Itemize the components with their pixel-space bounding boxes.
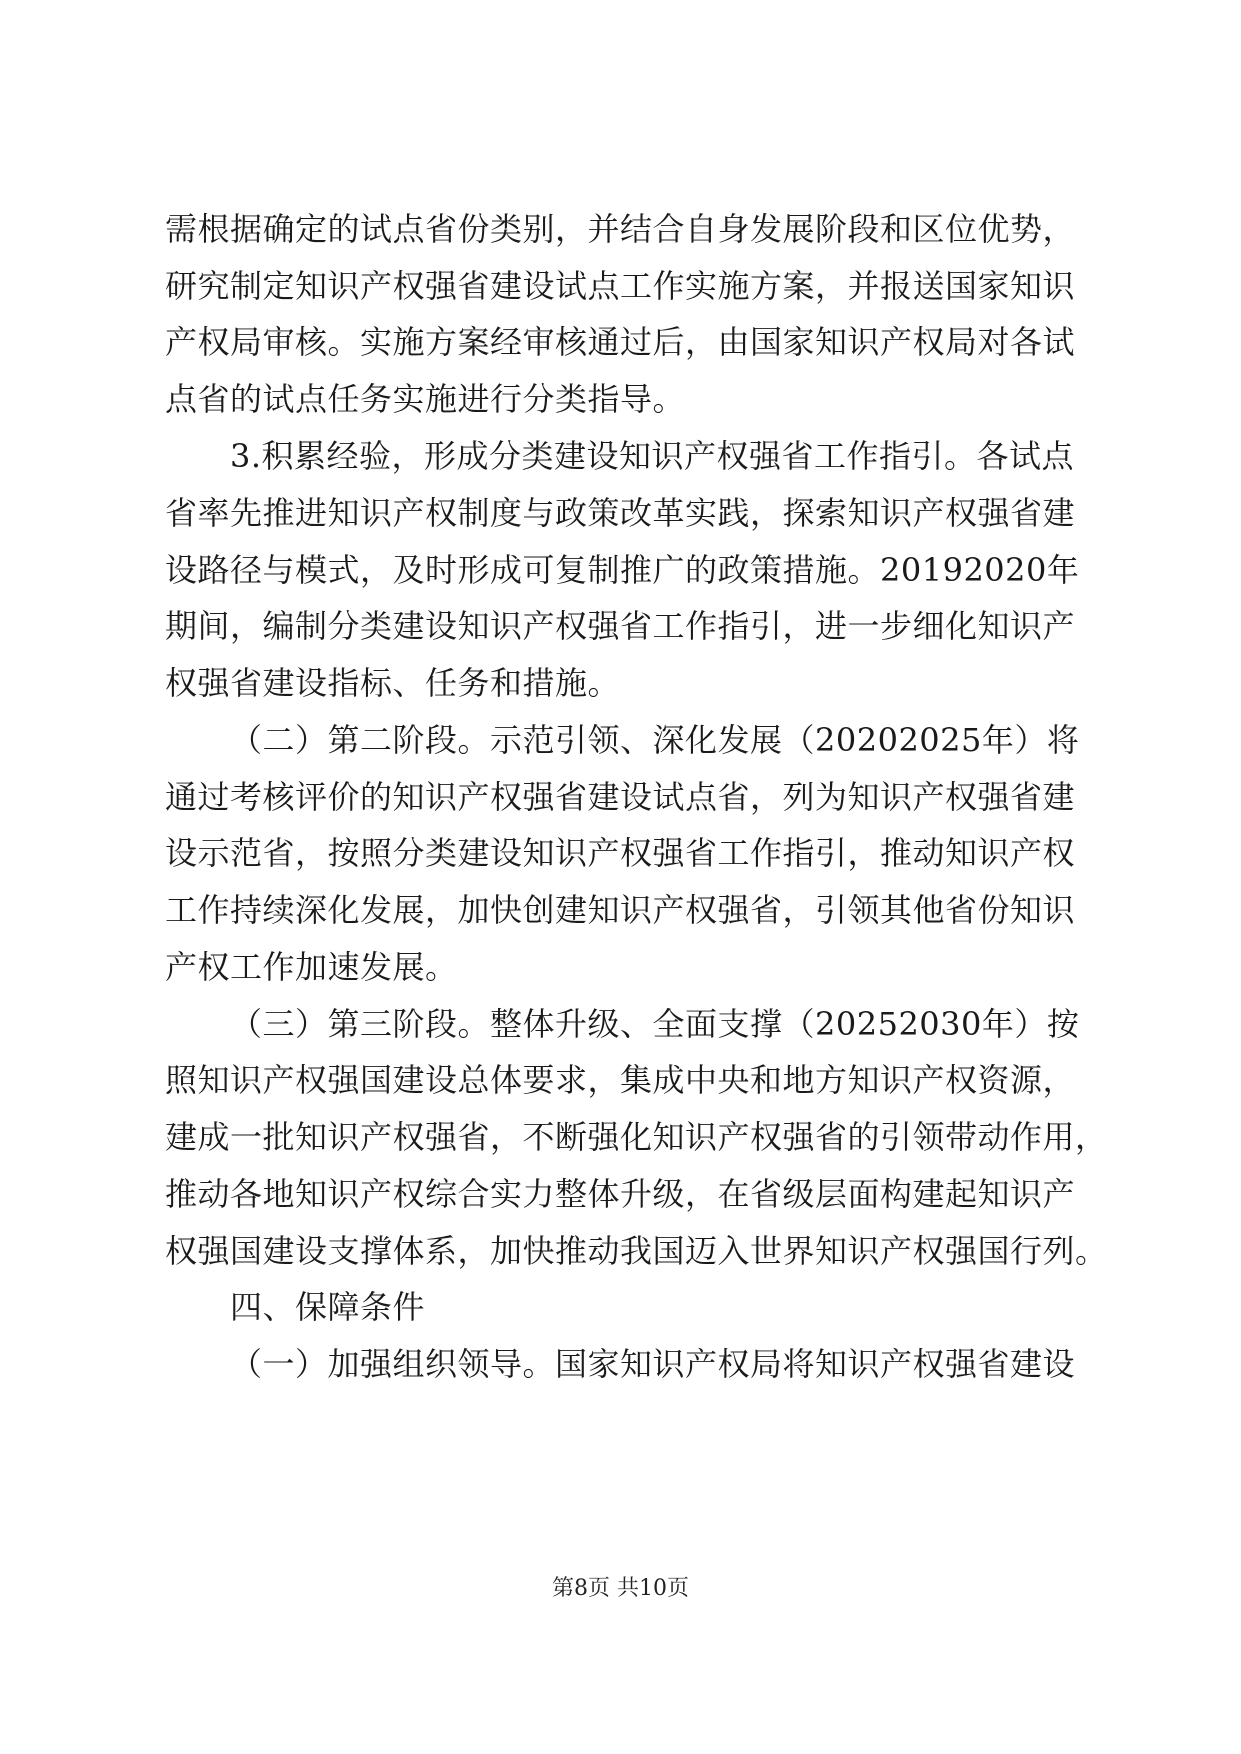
text-line: （一）加强组织领导。国家知识产权局将知识产权强省建设 xyxy=(230,1345,1076,1383)
text-line: 工作持续深化发展，加快创建知识产权强省，引领其他省份知识 xyxy=(165,891,1076,929)
text-line: 产权工作加速发展。 xyxy=(165,948,458,986)
text-line: 照知识产权强国建设总体要求，集成中央和地方知识产权资源， xyxy=(165,1061,1076,1099)
text-line: 设示范省，按照分类建设知识产权强省工作指引，推动知识产权 xyxy=(165,834,1076,872)
section-heading: 四、保障条件 xyxy=(230,1288,426,1326)
page-number-footer: 第8页 共10页 xyxy=(552,1576,689,1601)
text-line: 通过考核评价的知识产权强省建设试点省，列为知识产权强省建 xyxy=(165,778,1076,816)
text-line: 推动各地知识产权综合实力整体升级，在省级层面构建起知识产 xyxy=(165,1175,1076,1213)
text-line: 设路径与模式，及时形成可复制推广的政策措施。20192020年 xyxy=(165,551,1080,589)
text-line: 点省的试点任务实施进行分类指导。 xyxy=(165,380,686,418)
text-line: 需根据确定的试点省份类别，并结合自身发展阶段和区位优势， xyxy=(165,210,1076,248)
text-line: 3.积累经验，形成分类建设知识产权强省工作指引。各试点 xyxy=(230,437,1075,475)
text-line: 权强国建设支撑体系，加快推动我国迈入世界知识产权强国行列。 xyxy=(165,1232,1108,1270)
text-line: （二）第二阶段。示范引领、深化发展（20202025年）将 xyxy=(230,721,1080,759)
text-line: 期间，编制分类建设知识产权强省工作指引，进一步细化知识产 xyxy=(165,607,1076,645)
text-line: 研究制定知识产权强省建设试点工作实施方案，并报送国家知识 xyxy=(165,267,1076,305)
text-line: 建成一批知识产权强省，不断强化知识产权强省的引领带动作用， xyxy=(165,1118,1108,1156)
text-line: 产权局审核。实施方案经审核通过后，由国家知识产权局对各试 xyxy=(165,323,1076,361)
text-line: 权强省建设指标、任务和措施。 xyxy=(165,664,621,702)
text-line: （三）第三阶段。整体升级、全面支撑（20252030年）按 xyxy=(230,1005,1080,1043)
text-line: 省率先推进知识产权制度与政策改革实践，探索知识产权强省建 xyxy=(165,494,1076,532)
